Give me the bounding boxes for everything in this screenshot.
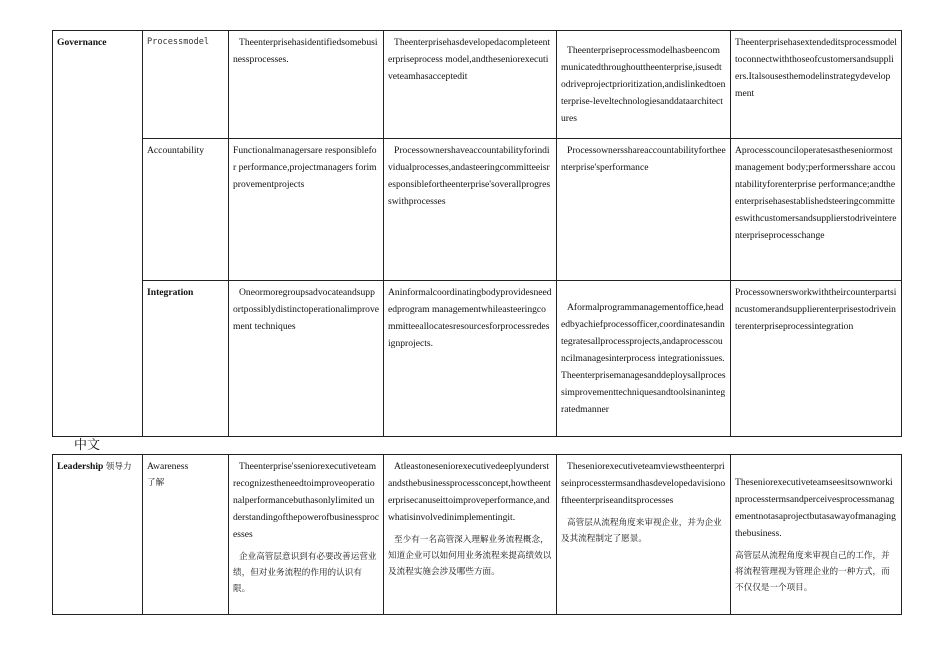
- maturity-table-leadership: [52, 454, 902, 615]
- subcategory-process-model: Processmodel: [143, 31, 229, 139]
- cell-p3: [557, 455, 731, 615]
- cell-p1: [229, 455, 384, 615]
- cell-p1-zh: 企业高管层意识到有必要改善运营业绩，但对业务流程的作用的认识有限。: [233, 552, 377, 594]
- cell-p4: Aprocesscounciloperatesastheseniormostmanagement body;performersshare accountabilityforenterprise performance;andtheenterprisehasestablishedsteeringcommitteeswithcustomersandsupplierstodriveinterenterpriseprocesschange: [731, 139, 902, 281]
- cell-p4-zh: 高管层从流程角度来审视自己的工作，并将流程管理视为管理企业的一种方式，而不仅仅是一个项目。: [735, 550, 890, 593]
- table-row: [53, 455, 902, 615]
- table-row: [53, 139, 902, 281]
- table-row: [53, 31, 902, 139]
- cell-p2: Aninformalcoordinatingbodyprovidesneededprogram managementwhileasteeringcommitteeallocatesresourcesforprocessredesignprojects.: [384, 281, 557, 437]
- cell-p4: Theenterprisehasextendeditsprocessmodeltoconnectwiththoseofcustomersandsuppliers.Italsousesthemodelinstrategydevelopment: [731, 31, 902, 139]
- leadership-label: Leadership: [57, 461, 104, 472]
- table-row: [53, 281, 902, 437]
- cell-p2: Processownershaveaccountabilityforindividualprocesses,andasteeringcommitteeisresponsiblefortheenterprise'soverallprogresswithprocesses: [384, 139, 557, 281]
- subcategory-accountability: Accountability: [143, 139, 229, 281]
- cell-p3: Theenterpriseprocessmodelhasbeencommunicatedthroughouttheenterprise,isusedtodriveprojectprioritization,andislinkedtoenterprise-leveltechnologiesanddataarchitectures: [557, 31, 731, 139]
- governance-label: Governance: [53, 31, 143, 437]
- subcategory-integration: Integration: [143, 281, 229, 437]
- cell-p2-en: Atleastoneseniorexecutivedeeplyunderstandsthebusinessprocessconcept,howtheenterprisecanuseittoimproveperformance,andwhatisinvolvedinimplementingit.: [388, 461, 551, 523]
- cell-p2-zh: 至少有一名高管深入理解业务流程概念，知道企业可以如何用业务流程来提高绩效以及流程实施会涉及哪些方面。: [388, 535, 552, 577]
- cell-p1: Functionalmanagersare responsiblefor performance,projectmanagers forimprovementprojects: [229, 139, 384, 281]
- cell-p3-zh: 高管层从流程角度来审视企业，并为企业及其流程制定了愿景。: [561, 518, 722, 544]
- cell-p4: Processownersworkwiththeircounterpartsincustomerandsupplierenterprisestodriveinterenterpriseprocessintegration: [731, 281, 902, 437]
- leadership-label-zh: 领导力: [105, 462, 132, 472]
- leadership-label-cell: [53, 455, 143, 615]
- cell-p4-en: Theseniorexecutiveteamseesitsownworkinprocesstermsandperceivesprocessmanagementnotasaprojectbutasawayofmanagingthebusiness.: [735, 476, 896, 539]
- awareness-label: Awareness: [147, 461, 189, 472]
- cell-p4: [731, 455, 902, 615]
- maturity-table-governance: [52, 30, 902, 437]
- cell-p2: [384, 455, 557, 615]
- cell-p2: Theenterprisehasdevelopedacompleteenterpriseprocess model,andtheseniorexecutiveteamhasacceptedit: [384, 31, 557, 139]
- cell-p1: Theenterprisehasidentifiedsomebusinessprocesses.: [229, 31, 384, 139]
- cell-p3: Aformalprogrammanagementoffice,headedbyachiefprocessofficer,coordinatesandintegratesallprocessprojects,andaprocesscouncilmanagesinterprocess integrationissues.Theenterprisemanagesanddeploysallprocessimprovementtechniquesandtoolsinanintegratedmanner: [557, 281, 731, 437]
- awareness-cell: [143, 455, 229, 615]
- section-separator-text: 中文: [74, 438, 101, 453]
- cell-p1-en: Theenterprise'sseniorexecutiveteamrecognizestheneedtoimproveoperationalperformancebuthasonlylimited understandingofthepowerofbusinessprocesses: [233, 461, 380, 540]
- cell-p3: Processownersshareaccountabilityfortheenterprise'sperformance: [557, 139, 731, 281]
- cell-p1: Oneormoregroupsadvocateandsupportpossiblydistinctoperationalimprovement techniques: [229, 281, 384, 437]
- awareness-label-zh: 了解: [147, 478, 165, 488]
- cell-p3-en: Theseniorexecutiveteamviewstheenterpriseinprocesstermsandhasdevelopedavisionoftheenterpriseanditsprocesses: [561, 461, 726, 506]
